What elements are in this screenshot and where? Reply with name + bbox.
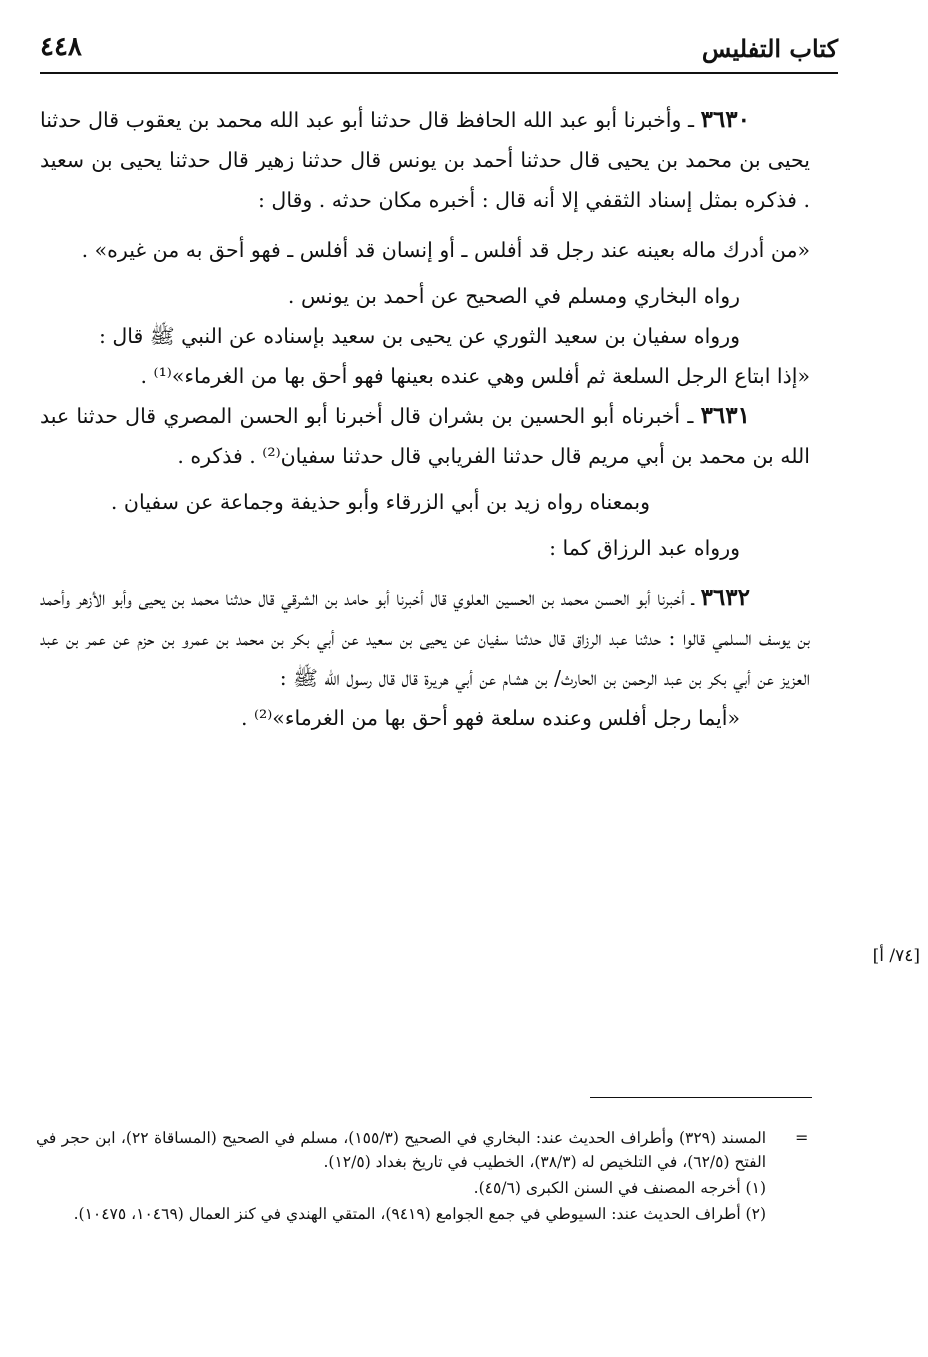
footnote-2: (٢) أطراف الحديث عند: السيوطي في جمع الجوامع (٩٤١٩)، المتقي الهندي في كنز العمال (١٠٤٦٩، ١٠٤٧٥). [73,1205,766,1223]
hadith-text: ـ وأخبرنا أبو عبد الله الحافظ قال حدثنا أبو عبد الله محمد بن يعقوب قال حدثنا يحيى بن محمد بن يحيى قال حدثنا أحمد بن يونس قال حدثنا زهير قال حدثنا يحيى بن سعيد . فذكره بمثل إسناد الثقفي إلا أنه قال : أخبره مكان حدثه . وقال : [40,108,810,212]
prophetic-quote: «من أدرك ماله بعينه عند رجل قد أفلس ـ أو إنسان قد أفلس ـ فهو أحق به من غيره» . [81,238,810,262]
narration-note: ورواه عبد الرزاق كما : [549,536,740,560]
hadith-text: ـ أخبرناه أبو الحسين بن بشران قال أخبرنا أبو الحسن المصري قال حدثنا عبد الله بن محمد بن أبي مريم قال حدثنا الفريابي قال حدثنا سفيان⁽²⁾ . فذكره . [40,404,810,468]
continuation-mark: = [795,1128,809,1147]
hadith-3632 [40,578,810,698]
hadith-3630 [40,100,810,220]
footnote-1: (١) أخرجه المصنف في السنن الكبرى (٤٥/٦). [473,1179,766,1197]
main-text [40,100,810,738]
hadith-number: ٣٦٣١ [700,402,750,429]
chapter-title: كتاب التفليس [701,34,838,63]
narration-note: ورواه سفيان بن سعيد الثوري عن يحيى بن سعيد بإسناده عن النبي ﷺ قال : [98,324,740,348]
footnote-continued: المسند (٣٢٩) وأطراف الحديث عند: البخاري في الصحيح (١٥٥/٣)، مسلم في الصحيح (المساقاة ٢٢)، ابن حجر في الفتح (٦٢/٥)، في التلخيص له (٣٨/٣)، الخطيب في تاريخ بغداد (١٢/٥). [36,1129,767,1171]
hadith-number: ٣٦٣٠ [700,106,750,133]
narration-note: وبمعناه رواه زيد بن أبي الزرقاء وأبو حذيفة وجماعة عن سفيان . [110,490,650,514]
hadith-number: ٣٦٣٢ [700,584,750,611]
manuscript-folio-marker: [٧٤/ أ] [872,946,920,966]
footnotes [36,1126,766,1228]
page-header [40,28,838,74]
narration-note: رواه البخاري ومسلم في الصحيح عن أحمد بن يونس . [287,284,740,308]
page-number: ٤٤٨ [40,32,82,62]
prophetic-quote: «إذا ابتاع الرجل السلعة ثم أفلس وهي عنده بعينها فهو أحق بها من الغرماء»⁽¹⁾ . [140,364,810,388]
footnote-separator [590,1097,812,1098]
hadith-text: ـ أخبرنا أبو الحسن محمد بن الحسين العلوي قال أخبرنا أبو حامد بن الشرقي قال حدثنا محمد بن يحيى وأبو الأزهر وأحمد بن يوسف السلمي قالوا : حدثنا عبد الرزاق قال حدثنا سفيان عن يحيى بن سعيد عن أبي بكر بن محمد بن عمرو بن حزم عن عمر بن عبد العزيز عن أبي بكر بن عبد الرحمن بن الحارث/ بن هشام عن أبي هريرة قال قال رسول الله ﷺ : [40,586,811,690]
hadith-3631 [40,396,810,476]
prophetic-quote: «أيما رجل أفلس وعنده سلعة فهو أحق بها من الغرماء»⁽²⁾ . [240,706,740,730]
